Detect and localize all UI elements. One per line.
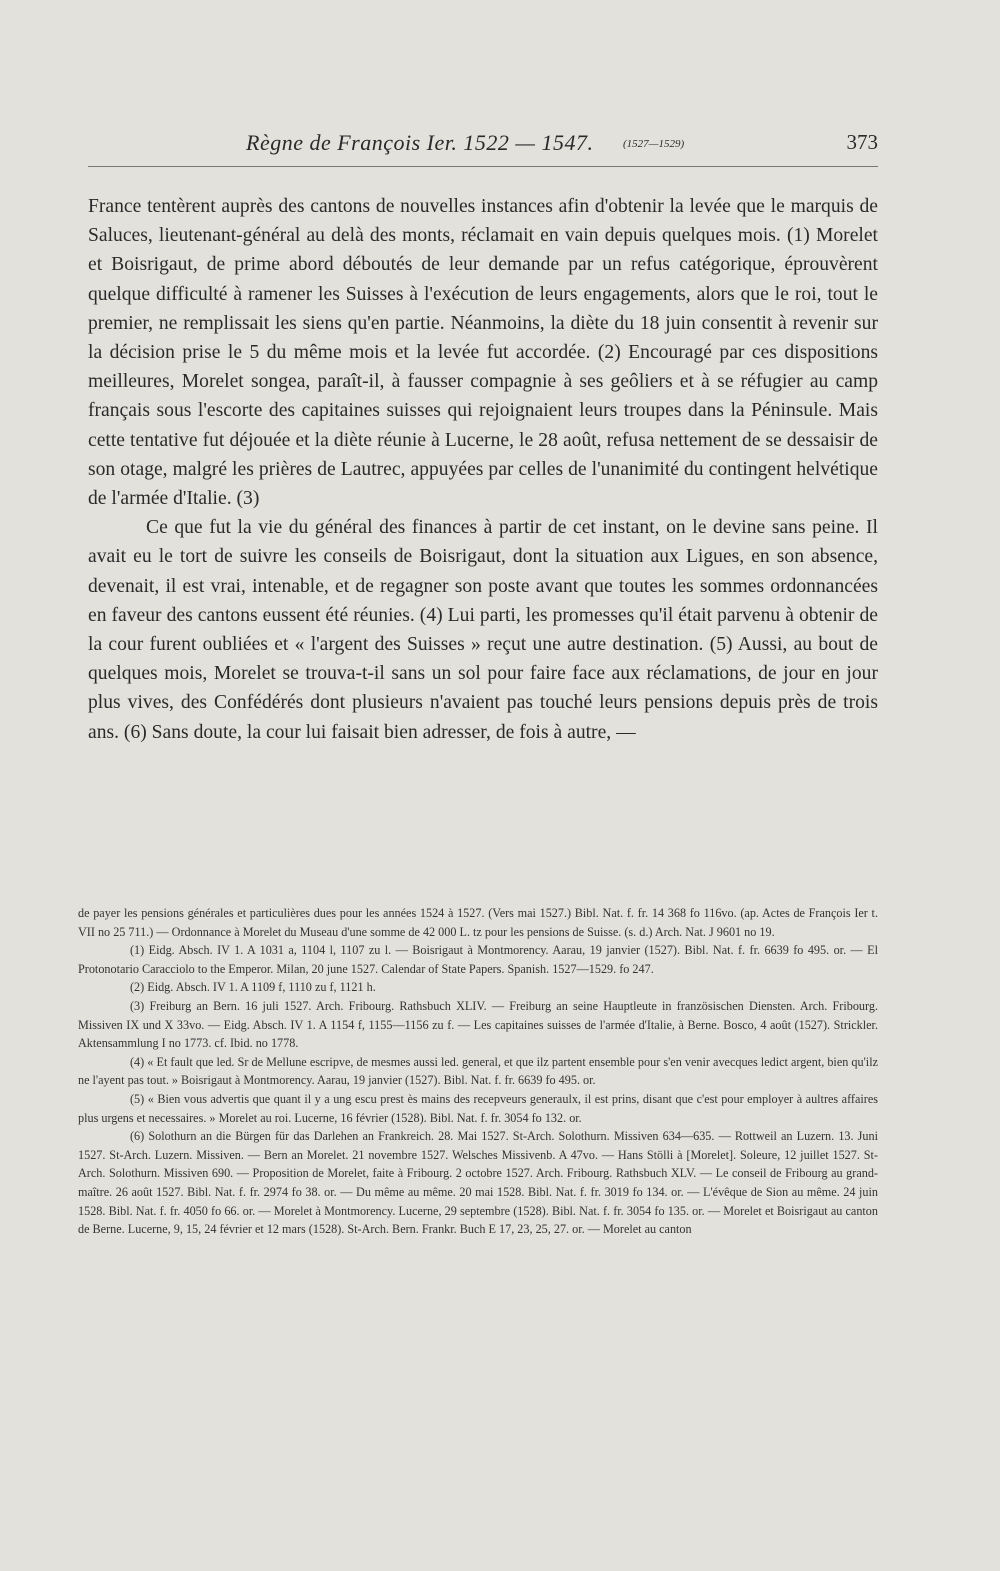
footnote-3: (3) Freiburg an Bern. 16 juli 1527. Arch. Fribourg. Rathsbuch XLIV. — Freiburg an seine Hauptleute in französischen Diensten. Arch. Fribourg. Missiven IX und X 33vo. — Eidg. Absch. IV 1. A 1154 f, 1155—1156 zu f. — Les capitaines suisses de l'armée d'Italie, à Berne. Bosco, 4 août (1527). Strickler. Aktensammlung I no 1773. cf. Ibid. no 1778. xyxy=(78,998,878,1051)
footnote-2: (2) Eidg. Absch. IV 1. A 1109 f, 1110 zu f, 1121 h. xyxy=(130,980,376,995)
footnote-6: (6) Solothurn an die Bürgen für das Darlehen an Frankreich. 28. Mai 1527. St-Arch. Solothurn. Missiven 634—635. — Rottweil an Luzern. 13. Juni 1527. St-Arch. Luzern. Missiven. — Bern an Morelet. 21 novembre 1527. Welsches Missivenb. A 47vo. — Hans Stölli à [Morelet]. Soleure, 12 juillet 1527. St-Arch. Solothurn. Missiven 690. — Proposition de Morelet, faite à Fribourg. 2 octobre 1527. Arch. Fribourg. Rathsbuch XLV. — Le conseil de Fribourg au grand-maître. 26 août 1527. Bibl. Nat. f. fr. 2974 fo 38. or. — Du même au même. 20 mai 1528. Bibl. Nat. f. fr. 3019 fo 134. or. — L'évêque de Sion au même. 24 juin 1528. Bibl. Nat. f. fr. 4050 fo 66. or. — Morelet à Montmorency. Lucerne, 29 septembre (1528). Bibl. Nat. f. fr. 3054 fo 135. or. — Morelet et Boisrigaut au canton de Berne. Lucerne, 9, 15, 24 février et 12 mars (1528). St-Arch. Bern. Frankr. Buch E 17, 23, 25, 27. or. — Morelet au canton xyxy=(78,1129,878,1237)
footnote-continuation: de payer les pensions générales et particulières dues pour les années 1524 à 1527. (Vers mai 1527.) Bibl. Nat. f. fr. 14 368 fo 116vo. (ap. Actes de François Ier t. VII no 25 711.) — Ordonnance à Morelet du Museau d'une somme de 42 000 L. tz pour les pensions de Suisse. (s. d.) Arch. Nat. J 9601 no 19. xyxy=(78,906,878,939)
main-text xyxy=(88,192,878,747)
header-rule xyxy=(88,166,878,167)
footnote-1: (1) Eidg. Absch. IV 1. A 1031 a, 1104 l, 1107 zu l. — Boisrigaut à Montmorency. Aarau, 19 janvier (1527). Bibl. Nat. f. fr. 6639 fo 495. or. — El Protonotario Caracciolo to the Emperor. Milan, 20 june 1527. Calendar of State Papers. Spanish. 1527—1529. fo 247. xyxy=(78,943,878,976)
page-number: 373 xyxy=(846,130,878,154)
running-header xyxy=(88,130,878,166)
footnotes xyxy=(78,904,878,1239)
running-dates: (1527—1529) xyxy=(623,138,685,150)
footnote-4: (4) « Et fault que led. Sr de Mellune escripve, de mesmes aussi led. general, et que ilz partent ensemble pour s'en venir avecques ledict argent, bien qu'ilz ne l'ayent pas tout. » Boisrigaut à Montmorency. Aarau, 19 janvier (1527). Bibl. Nat. f. fr. 6639 fo 495. or. xyxy=(78,1054,878,1088)
running-title: Règne de François Ier. 1522 — 1547. xyxy=(246,130,594,155)
footnote-5: (5) « Bien vous advertis que quant il y a ung escu prest ès mains des recepveurs generaulx, il est prins, disant que c'est pour employer à aultres affaires plus urgens et necessaires. » Morelet au roi. Lucerne, 16 février (1528). Bibl. Nat. f. fr. 3054 fo 132. or. xyxy=(78,1091,878,1125)
paragraph-2: Ce que fut la vie du général des finances à partir de cet instant, on le devine sans peine. Il avait eu le tort de suivre les conseils de Boisrigaut, dont la situation aux Ligues, en son absence, devenait, il est vrai, intenable, et de regagner son poste avant que toutes les sommes ordonnancées en faveur des cantons eussent été réunies. (4) Lui parti, les promesses qu'il était parvenu à obtenir de la cour furent oubliées et « l'argent des Suisses » reçut une autre destination. (5) Aussi, au bout de quelques mois, Morelet se trouva-t-il sans un sol pour faire face aux réclamations, de jour en jour plus vives, des Confédérés dont plusieurs n'avaient pas touché leurs pensions depuis près de trois ans. (6) Sans doute, la cour lui faisait bien adresser, de fois à autre, — xyxy=(88,517,878,743)
paragraph-1: France tentèrent auprès des cantons de nouvelles instances afin d'obtenir la levée que le marquis de Saluces, lieutenant-général au delà des monts, réclamait en vain depuis quelques mois. (1) Morelet et Boisrigaut, de prime abord déboutés de leur demande par un refus catégorique, éprouvèrent quelque difficulté à ramener les Suisses à l'exécution de leurs engagements, alors que le roi, tout le premier, ne remplissait les siens qu'en partie. Néanmoins, la diète du 18 juin consentit à revenir sur la décision prise le 5 du même mois et la levée fut accordée. (2) Encouragé par ces dispositions meilleures, Morelet songea, paraît-il, à fausser compagnie à ses geôliers et à se réfugier au camp français sous l'escorte des capitaines suisses qui rejoignaient leurs troupes dans la Péninsule. Mais cette tentative fut déjouée et la diète réunie à Lucerne, le 28 août, refusa nettement de se dessaisir de son otage, malgré les prières de Lautrec, appuyées par celles de l'unanimité du contingent helvétique de l'armée d'Italie. (3) xyxy=(88,196,878,510)
